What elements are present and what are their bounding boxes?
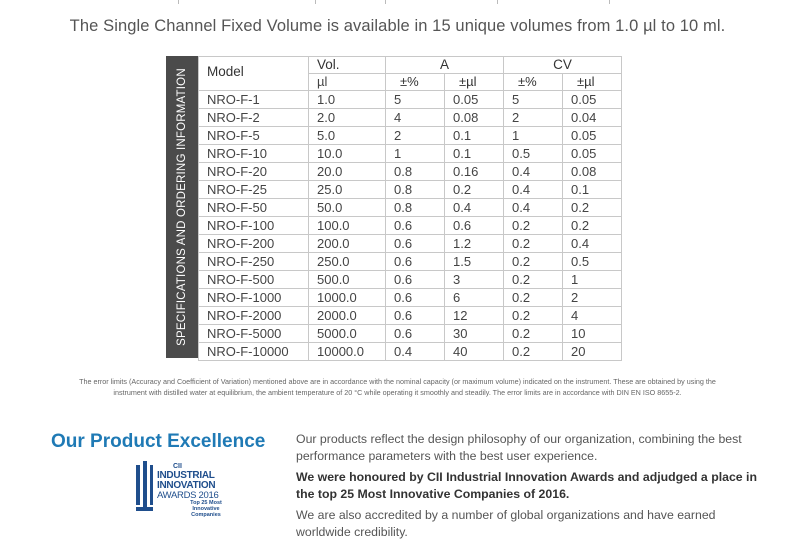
cell-cv-pct: 0.2 (504, 271, 563, 289)
cell-a-ul: 12 (445, 307, 504, 325)
cell-cv-ul: 0.2 (563, 217, 622, 235)
side-label: SPECIFICATIONS AND ORDERING INFORMATION (176, 68, 188, 346)
cell-a-ul: 0.2 (445, 181, 504, 199)
cell-a-ul: 0.4 (445, 199, 504, 217)
award-line-1: INDUSTRIAL (157, 470, 215, 481)
cell-cv-pct: 0.4 (504, 181, 563, 199)
cell-a-ul: 0.05 (445, 91, 504, 109)
table-row (199, 127, 622, 145)
excellence-title: Our Product Excellence (51, 431, 266, 452)
spec-table (198, 56, 622, 361)
excellence-copy (296, 431, 766, 545)
cell-vol: 500.0 (309, 271, 386, 289)
cell-model: NRO-F-50 (199, 199, 309, 217)
cell-cv-ul: 1 (563, 271, 622, 289)
cell-cv-ul: 0.05 (563, 91, 622, 109)
header-cv-ul: ±µl (563, 74, 622, 91)
award-subtext (181, 500, 231, 518)
cell-cv-pct: 0.2 (504, 325, 563, 343)
table-row (199, 325, 622, 343)
header-a: A (386, 57, 504, 74)
table-row (199, 91, 622, 109)
cell-vol: 5000.0 (309, 325, 386, 343)
cell-a-pct: 4 (386, 109, 445, 127)
award-line-3: AWARDS 2016 (157, 490, 219, 501)
cell-model: NRO-F-250 (199, 253, 309, 271)
cell-vol: 250.0 (309, 253, 386, 271)
cell-a-ul: 40 (445, 343, 504, 361)
cell-cv-pct: 0.4 (504, 199, 563, 217)
cell-a-pct: 0.6 (386, 307, 445, 325)
header-cv-pct: ±% (504, 74, 563, 91)
table-row (199, 253, 622, 271)
award-line-4: Top 25 Most (190, 500, 222, 506)
cell-cv-pct: 0.2 (504, 289, 563, 307)
cell-cv-pct: 0.5 (504, 145, 563, 163)
cell-cv-pct: 5 (504, 91, 563, 109)
cell-a-pct: 0.6 (386, 271, 445, 289)
cell-model: NRO-F-1000 (199, 289, 309, 307)
intro-text: The Single Channel Fixed Volume is available in 15 unique volumes from 1.0 µl to 10 ml. (69, 17, 726, 35)
header-a-pct: ±% (386, 74, 445, 91)
cell-cv-pct: 0.2 (504, 235, 563, 253)
header-a-ul: ±µl (445, 74, 504, 91)
cell-vol: 100.0 (309, 217, 386, 235)
cell-a-ul: 6 (445, 289, 504, 307)
table-row (199, 307, 622, 325)
cell-cv-ul: 0.05 (563, 145, 622, 163)
cell-cv-pct: 1 (504, 127, 563, 145)
cell-a-ul: 0.08 (445, 109, 504, 127)
award-logo (133, 461, 233, 519)
cell-model: NRO-F-100 (199, 217, 309, 235)
table-top-border (178, 0, 610, 4)
table-row (199, 343, 622, 361)
cell-a-pct: 2 (386, 127, 445, 145)
note-line-1: The error limits (Accuracy and Coefficient of Variation) mentioned above are in accordance with the nominal capacity (or maximum volume) indicated on the instrument. These are obtained by using the (79, 377, 716, 386)
header-cv: CV (504, 57, 622, 74)
cell-cv-pct: 2 (504, 109, 563, 127)
cell-a-pct: 5 (386, 91, 445, 109)
spec-table-body (199, 91, 622, 361)
side-band (166, 56, 198, 358)
cell-cv-ul: 0.5 (563, 253, 622, 271)
cell-cv-pct: 0.2 (504, 343, 563, 361)
cell-a-pct: 1 (386, 145, 445, 163)
table-row (199, 163, 622, 181)
cell-cv-ul: 2 (563, 289, 622, 307)
cell-a-ul: 0.1 (445, 145, 504, 163)
excellence-paragraph-1: Our products reflect the design philosophy of our organization, combining the best performance parameters with the best user experience. (296, 432, 742, 463)
table-row (199, 271, 622, 289)
table-row (199, 109, 622, 127)
error-limits-note (0, 376, 795, 398)
cell-vol: 10.0 (309, 145, 386, 163)
table-row (199, 145, 622, 163)
header-model: Model (199, 57, 309, 91)
award-line-2: INNOVATION (157, 480, 216, 491)
cell-vol: 25.0 (309, 181, 386, 199)
cell-cv-pct: 0.2 (504, 217, 563, 235)
cell-vol: 50.0 (309, 199, 386, 217)
cell-model: NRO-F-10 (199, 145, 309, 163)
table-row (199, 199, 622, 217)
cell-a-ul: 0.1 (445, 127, 504, 145)
cell-vol: 1000.0 (309, 289, 386, 307)
cell-cv-ul: 0.4 (563, 235, 622, 253)
cell-a-ul: 1.5 (445, 253, 504, 271)
table-row (199, 217, 622, 235)
cell-model: NRO-F-25 (199, 181, 309, 199)
cell-vol: 20.0 (309, 163, 386, 181)
cell-cv-ul: 20 (563, 343, 622, 361)
cell-vol: 10000.0 (309, 343, 386, 361)
header-vol: Vol. (309, 57, 386, 74)
cell-a-pct: 0.6 (386, 325, 445, 343)
cell-cv-ul: 0.04 (563, 109, 622, 127)
cell-cv-ul: 0.1 (563, 181, 622, 199)
cell-vol: 5.0 (309, 127, 386, 145)
cell-model: NRO-F-20 (199, 163, 309, 181)
cell-cv-ul: 0.2 (563, 199, 622, 217)
cell-a-pct: 0.6 (386, 217, 445, 235)
cell-a-pct: 0.4 (386, 343, 445, 361)
cell-a-pct: 0.8 (386, 181, 445, 199)
cell-vol: 200.0 (309, 235, 386, 253)
cell-cv-pct: 0.2 (504, 307, 563, 325)
award-line-5: Innovative (192, 506, 220, 512)
award-org: CII (173, 463, 182, 470)
award-trophy-icon (133, 461, 155, 515)
cell-model: NRO-F-2 (199, 109, 309, 127)
cell-cv-ul: 4 (563, 307, 622, 325)
cell-model: NRO-F-1 (199, 91, 309, 109)
cell-a-pct: 0.8 (386, 199, 445, 217)
note-line-2: instrument with distilled water at equilibrium, the ambient temperature of 20 °C while operating it smoothly and steadily. The error limits are in accordance with DIN EN ISO 8655-2. (113, 388, 682, 397)
table-row (199, 289, 622, 307)
cell-model: NRO-F-5000 (199, 325, 309, 343)
cell-a-pct: 0.6 (386, 253, 445, 271)
cell-a-ul: 1.2 (445, 235, 504, 253)
header-vol-unit: µl (309, 74, 386, 91)
excellence-paragraph-3: We are also accredited by a number of global organizations and have earned worldwide credibility. (296, 508, 716, 539)
cell-model: NRO-F-10000 (199, 343, 309, 361)
cell-model: NRO-F-500 (199, 271, 309, 289)
excellence-paragraph-2: We were honoured by CII Industrial Innovation Awards and adjudged a place in the top 25 Most Innovative Companies of 2016. (296, 470, 757, 501)
cell-a-pct: 0.6 (386, 235, 445, 253)
cell-a-pct: 0.8 (386, 163, 445, 181)
table-row (199, 235, 622, 253)
cell-a-ul: 3 (445, 271, 504, 289)
cell-cv-ul: 10 (563, 325, 622, 343)
cell-vol: 1.0 (309, 91, 386, 109)
cell-vol: 2.0 (309, 109, 386, 127)
table-row (199, 181, 622, 199)
cell-model: NRO-F-5 (199, 127, 309, 145)
cell-a-ul: 30 (445, 325, 504, 343)
cell-cv-ul: 0.05 (563, 127, 622, 145)
cell-model: NRO-F-200 (199, 235, 309, 253)
cell-vol: 2000.0 (309, 307, 386, 325)
cell-cv-pct: 0.4 (504, 163, 563, 181)
cell-a-ul: 0.16 (445, 163, 504, 181)
cell-a-pct: 0.6 (386, 289, 445, 307)
cell-cv-ul: 0.08 (563, 163, 622, 181)
spec-section (166, 56, 622, 361)
award-line-6: Companies (191, 512, 221, 518)
cell-cv-pct: 0.2 (504, 253, 563, 271)
cell-a-ul: 0.6 (445, 217, 504, 235)
cell-model: NRO-F-2000 (199, 307, 309, 325)
